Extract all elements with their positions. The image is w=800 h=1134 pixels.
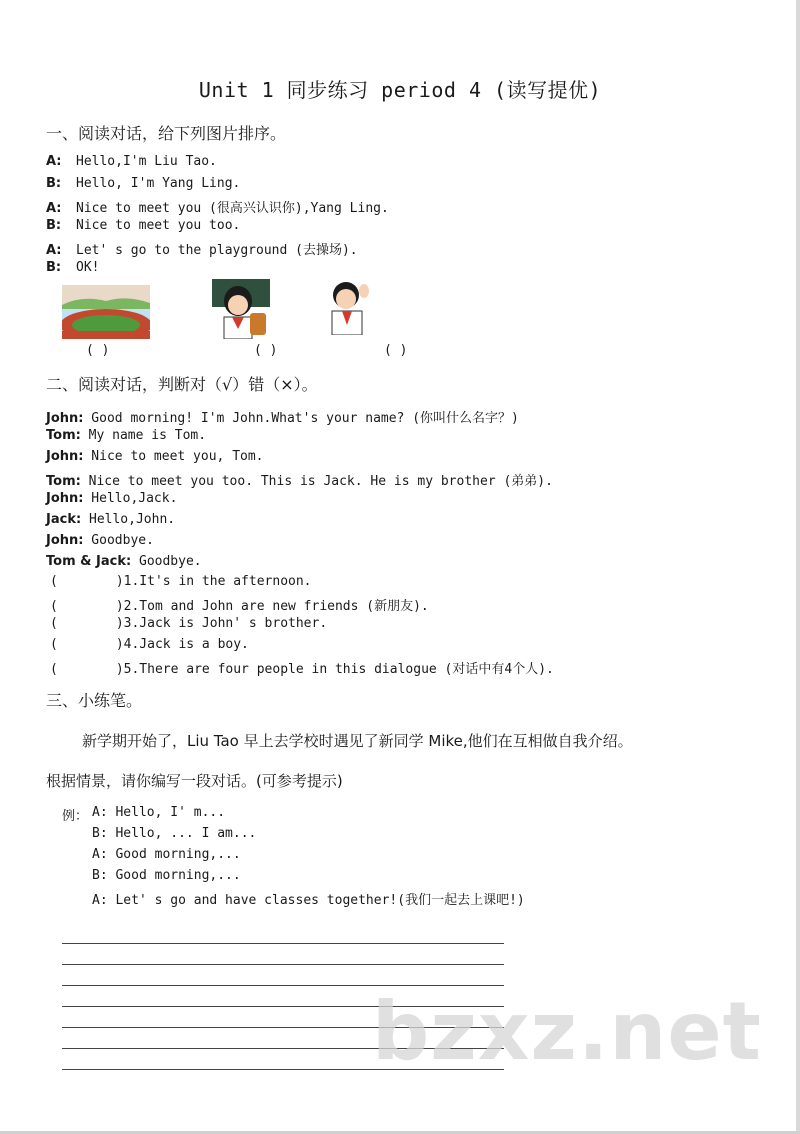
dialogue-text: Goodbye.: [83, 533, 154, 548]
answer-blank-open[interactable]: (: [50, 574, 58, 589]
speaker-label: Tom & Jack:: [46, 554, 132, 569]
speaker-label: B:: [46, 260, 62, 275]
statement-text: 4.Jack is a boy.: [123, 637, 249, 652]
dialogue-text: Good morning! I'm John.What's your name? (你叫什么名字？): [83, 411, 519, 426]
true-false-statement: [50, 658, 554, 677]
dialogue-text: Nice to meet you (很高兴认识你),Yang Ling.: [76, 201, 389, 216]
dialogue2-line: [46, 512, 175, 527]
speaker-label: John:: [46, 411, 84, 426]
true-false-statement: [50, 616, 327, 631]
speaker-label: John:: [46, 449, 84, 464]
true-false-statement: [50, 637, 249, 652]
site-watermark: bzxz.net: [372, 985, 762, 1078]
order-blank-1[interactable]: ( ): [86, 343, 110, 358]
dialogue2-line: [46, 554, 202, 569]
dialogue-text: Hello,I'm Liu Tao.: [76, 154, 217, 169]
dialogue-text: OK!: [76, 260, 100, 275]
boy-waving-picture: [324, 275, 372, 335]
speaker-label: B:: [46, 176, 62, 191]
dialogue-text: Nice to meet you too. This is Jack. He is my brother (弟弟).: [80, 474, 553, 489]
dialogue1-line: [46, 154, 217, 169]
section3-heading: 三、小练笔。: [46, 691, 143, 710]
dialogue1-line: [46, 218, 240, 233]
order-blank-2[interactable]: ( ): [254, 343, 278, 358]
statement-text: 3.Jack is John' s brother.: [123, 616, 328, 631]
answer-blank-open[interactable]: (: [50, 662, 58, 677]
writing-line[interactable]: [62, 943, 504, 944]
writing-instruction: 根据情景，请你编写一段对话。(可参考提示): [46, 772, 343, 790]
playground-picture: [62, 285, 150, 339]
speaker-label: Tom:: [46, 428, 81, 443]
dialogue2-line: [46, 533, 154, 548]
page-edge-right: [796, 0, 800, 1134]
example-label: 例：: [62, 809, 89, 824]
order-blank-3[interactable]: ( ): [384, 343, 408, 358]
dialogue-text: Goodbye.: [131, 554, 202, 569]
dialogue-text: My name is Tom.: [80, 428, 207, 443]
answer-blank-open[interactable]: (: [50, 637, 58, 652]
answer-blank-close: ): [115, 599, 124, 614]
dialogue1-line: [46, 197, 389, 216]
dialogue2-line: [46, 407, 519, 426]
dialogue2-line: [46, 491, 177, 506]
dialogue-text: Let' s go to the playground (去操场).: [76, 243, 358, 258]
dialogue-text: Hello, I'm Yang Ling.: [76, 176, 241, 191]
example-line: A: Good morning,...: [92, 847, 241, 862]
answer-blank-close: ): [115, 616, 124, 631]
statement-text: 5.There are four people in this dialogue (对话中有4个人).: [123, 662, 554, 677]
answer-blank-close: ): [115, 637, 124, 652]
dialogue-text: Hello,John.: [81, 512, 176, 527]
answer-blank-close: ): [115, 574, 124, 589]
example-line: A: Let' s go and have classes together!(我们一起去上课吧!): [92, 893, 525, 908]
page-title: Unit 1 同步练习 period 4 (读写提优): [198, 78, 602, 102]
speaker-label: B:: [46, 218, 62, 233]
writing-line[interactable]: [62, 964, 504, 965]
section1-heading: 一、阅读对话，给下列图片排序。: [46, 124, 287, 143]
speaker-label: John:: [46, 533, 84, 548]
dialogue-text: Nice to meet you, Tom.: [83, 449, 264, 464]
writing-scenario: 新学期开始了，Liu Tao 早上去学校时遇见了新同学 Mike,他们在互相做自我介绍。: [82, 732, 633, 750]
statement-text: 1.It's in the afternoon.: [123, 574, 312, 589]
statement-text: 2.Tom and John are new friends (新朋友).: [123, 599, 429, 614]
dialogue-text: Hello,Jack.: [83, 491, 178, 506]
example-line: B: Good morning,...: [92, 868, 241, 883]
dialogue1-line: [46, 260, 99, 275]
answer-blank-open[interactable]: (: [50, 599, 58, 614]
true-false-statement: [50, 595, 429, 614]
girl-with-backpack-picture: [210, 277, 272, 339]
dialogue-text: Nice to meet you too.: [76, 218, 241, 233]
dialogue2-line: [46, 470, 553, 489]
speaker-label: Jack:: [46, 512, 82, 527]
speaker-label: A:: [46, 201, 62, 216]
answer-blank-close: ): [115, 662, 124, 677]
example-line: B: Hello, ... I am...: [92, 826, 257, 841]
dialogue2-line: [46, 449, 264, 464]
dialogue2-line: [46, 428, 206, 443]
answer-blank-open[interactable]: (: [50, 616, 58, 631]
dialogue1-line: [46, 239, 358, 258]
example-line: A: Hello, I' m...: [92, 805, 226, 820]
speaker-label: A:: [46, 243, 62, 258]
speaker-label: A:: [46, 154, 62, 169]
speaker-label: John:: [46, 491, 84, 506]
speaker-label: Tom:: [46, 474, 81, 489]
section2-heading: 二、阅读对话，判断对（√）错（×）。: [46, 375, 318, 394]
true-false-statement: [50, 574, 312, 589]
dialogue1-line: [46, 176, 240, 191]
